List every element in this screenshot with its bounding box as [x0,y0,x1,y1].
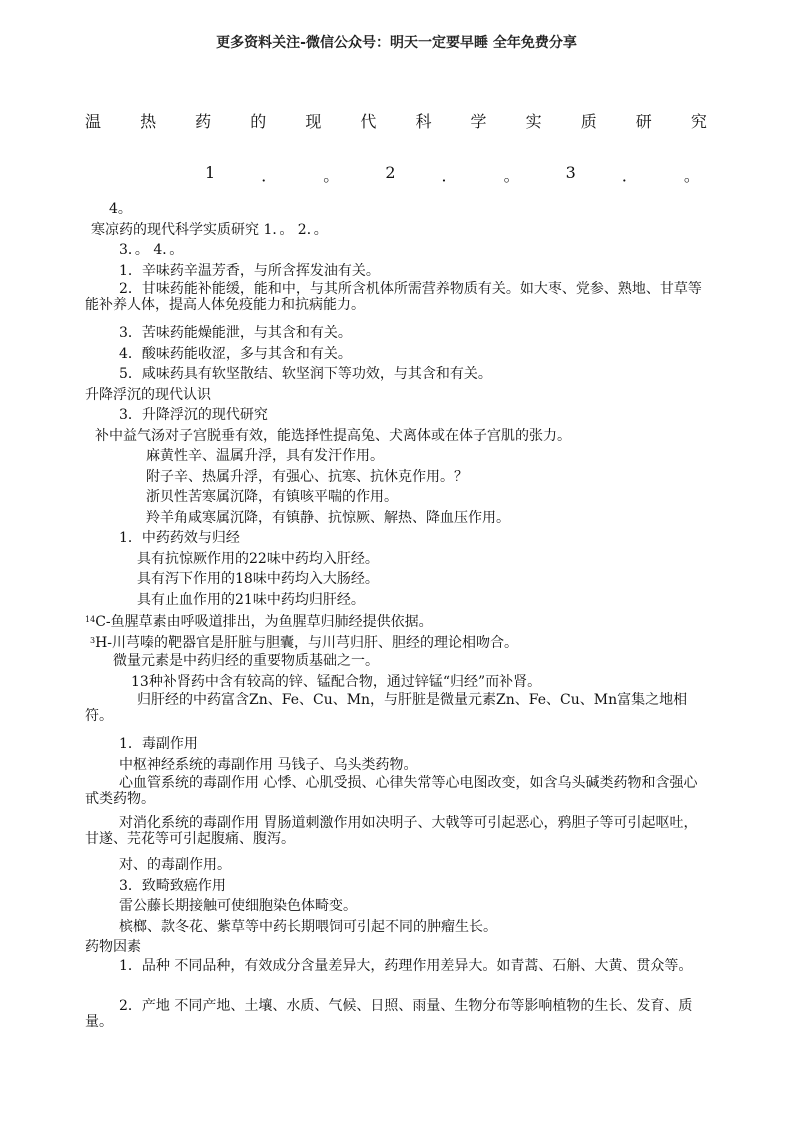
paragraph-text: 药物因素 [85,939,141,955]
numbering-item: 1 [205,163,216,182]
numbering-item: 2 [385,163,396,182]
paragraph-text: 羚羊角咸寒属沉降，有镇静、抗惊厥、解热、降血压作用。 [146,509,510,526]
paragraph-text: 具有止血作用的21味中药均归肝经。 [137,591,365,608]
paragraph-text: 雷公藤长期接触可使细胞染色体畸变。 [119,898,357,914]
paragraph [85,590,710,611]
paragraph [85,672,710,693]
paragraph-text: 升降浮沉的现代认识 [85,386,211,403]
paragraph [85,528,710,549]
paragraph [85,323,710,344]
document-title [85,109,707,132]
paragraph-text: C-鱼腥草素由呼吸道排出，为鱼腥草归肺经提供依据。 [95,614,433,630]
paragraph-text: 3．致畸致癌作用 [119,877,226,894]
paragraph-text: 附子辛、热属升浮，有强心、抗寒、抗休克作用。？ [146,468,468,485]
paragraph-text: 心血管系统的毒副作用 心悸、心肌受损、心律失常等心电图改变，如含乌头碱类药物和含强心甙类药物。 [85,775,698,807]
paragraph-text: 寒凉药的现代科学实质研究 1．。 2．。 [91,221,328,238]
paragraph [85,467,710,488]
paragraph [85,692,710,734]
paragraph [85,631,710,652]
numbering-item: ． [621,166,638,185]
paragraph [85,508,710,529]
paragraph-text: 麻黄性辛、温属升浮，具有发汗作用。 [146,448,384,464]
paragraph [85,815,710,855]
paragraph [85,917,710,938]
paragraph-text: 5．咸味药具有软坚散结、软坚润下等功效，与其含和有关。 [119,366,492,382]
paragraph-text: 3．。 4．。 [119,242,184,258]
paragraph [85,755,710,776]
paragraph-text: 13种补肾药中含有较高的锌、锰配合物，通过锌锰“归经”而补肾。 [131,673,542,690]
paragraph-text: 具有泻下作用的18味中药均入大肠经。 [137,571,379,587]
paragraph [85,344,710,365]
numbering-item: 。 [323,166,340,185]
paragraph [85,487,710,508]
title-char: 究 [690,112,707,131]
title-char: 热 [140,112,157,131]
paragraph-text: H-川芎嗪的靶器官是肝脏与胆囊，与川芎归肝、胆经的理论相吻合。 [95,634,519,651]
paragraph [85,855,710,876]
paragraph [85,775,710,815]
numbering-item: 。 [683,166,700,185]
numbering-item: ． [261,166,278,185]
title-char: 实 [525,112,542,131]
title-char: 代 [360,112,377,131]
paragraph-text: 1．辛味药辛温芳香，与所含挥发油有关。 [119,262,380,279]
paragraph [85,240,710,261]
paragraph [85,937,710,958]
paragraph-text: 4。 [109,201,132,217]
paragraph-text: 槟榔、款冬花、紫草等中药长期喂饲可引起不同的肿瘤生长。 [119,918,497,935]
paragraph [85,569,710,590]
paragraph-text: 1．中药药效与归经 [119,530,240,546]
numbering-item: ． [441,166,458,185]
numbering-row [205,163,700,186]
paragraph [85,610,710,631]
title-char: 温 [85,112,102,131]
isotope-superscript: 14 [85,615,96,624]
title-char: 药 [195,112,212,131]
page-header: 更多资料关注-微信公众号：明天一定要早睡 全年免费分享 [216,35,577,51]
title-char: 科 [415,112,432,131]
paragraph [85,734,710,755]
paragraph-text: 微量元素是中药归经的重要物质基础之一。 [113,653,379,669]
paragraph-text: 1．品种 不同品种，有效成分含量差异大，药理作用差异大。如青蒿、石斛、大黄、贯众等。 [119,957,693,974]
paragraph-text: 2．甘味药能补能缓，能和中，与其所含机体所需营养物质有关。如大枣、党参、熟地、甘草等能补养人体，提高人体免疫能力和抗病能力。 [85,281,702,313]
paragraph-text: 4．酸味药能收涩，多与其含和有关。 [119,345,352,362]
title-char: 研 [635,112,652,131]
paragraph [85,220,710,241]
paragraph-text: 1．毒副作用 [119,736,198,752]
paragraph [85,876,710,897]
paragraph [85,958,710,998]
numbering-item: 3 [565,163,576,182]
paragraph-text: 3．苦味药能燥能泄，与其含和有关。 [119,325,352,341]
paragraph [85,998,710,1038]
paragraph [85,261,710,282]
paragraph-text: 具有抗惊厥作用的22味中药均入肝经。 [137,550,379,567]
paragraph [85,364,710,385]
paragraph-text: 2．产地 不同产地、土壤、水质、气候、日照、雨量、生物分布等影响植物的生长、发育、质量。 [85,997,693,1030]
title-char: 学 [470,112,487,131]
paragraph [85,426,710,447]
paragraph [85,405,710,426]
isotope-superscript: 3 [90,635,96,645]
paragraph-text: 3．升降浮沉的现代研究 [119,407,268,423]
title-char: 质 [580,112,597,131]
paragraph [85,896,710,917]
paragraph-text: 中枢神经系统的毒副作用 马钱子、乌头类药物。 [119,756,418,773]
paragraph-text: 归肝经的中药富含Zn、Fe、Cu、Mn，与肝脏是微量元素Zn、Fe、Cu、Mn富集之地相符。 [85,692,688,724]
paragraph-text: 对消化系统的毒副作用 胃肠道刺激作用如决明子、大戟等可引起恶心，鸦胆子等可引起呕吐，甘遂、芫花等可引起腹痛、腹泻。 [85,815,698,847]
title-char: 现 [305,112,322,131]
paragraph [85,199,710,220]
paragraph-text: 浙贝性苦寒属沉降，有镇咳平喘的作用。 [146,489,398,505]
paragraph [85,446,710,467]
document-body [85,199,710,1038]
paragraph [85,549,710,570]
paragraph [85,281,710,323]
numbering-item: 。 [503,166,520,185]
title-char: 的 [250,112,267,131]
paragraph [85,651,710,672]
paragraph-text: 对、的毒副作用。 [119,857,231,873]
paragraph-text: 补中益气汤对子宫脱垂有效，能选择性提高兔、犬离体或在体子宫肌的张力。 [95,427,571,444]
paragraph [85,385,710,406]
